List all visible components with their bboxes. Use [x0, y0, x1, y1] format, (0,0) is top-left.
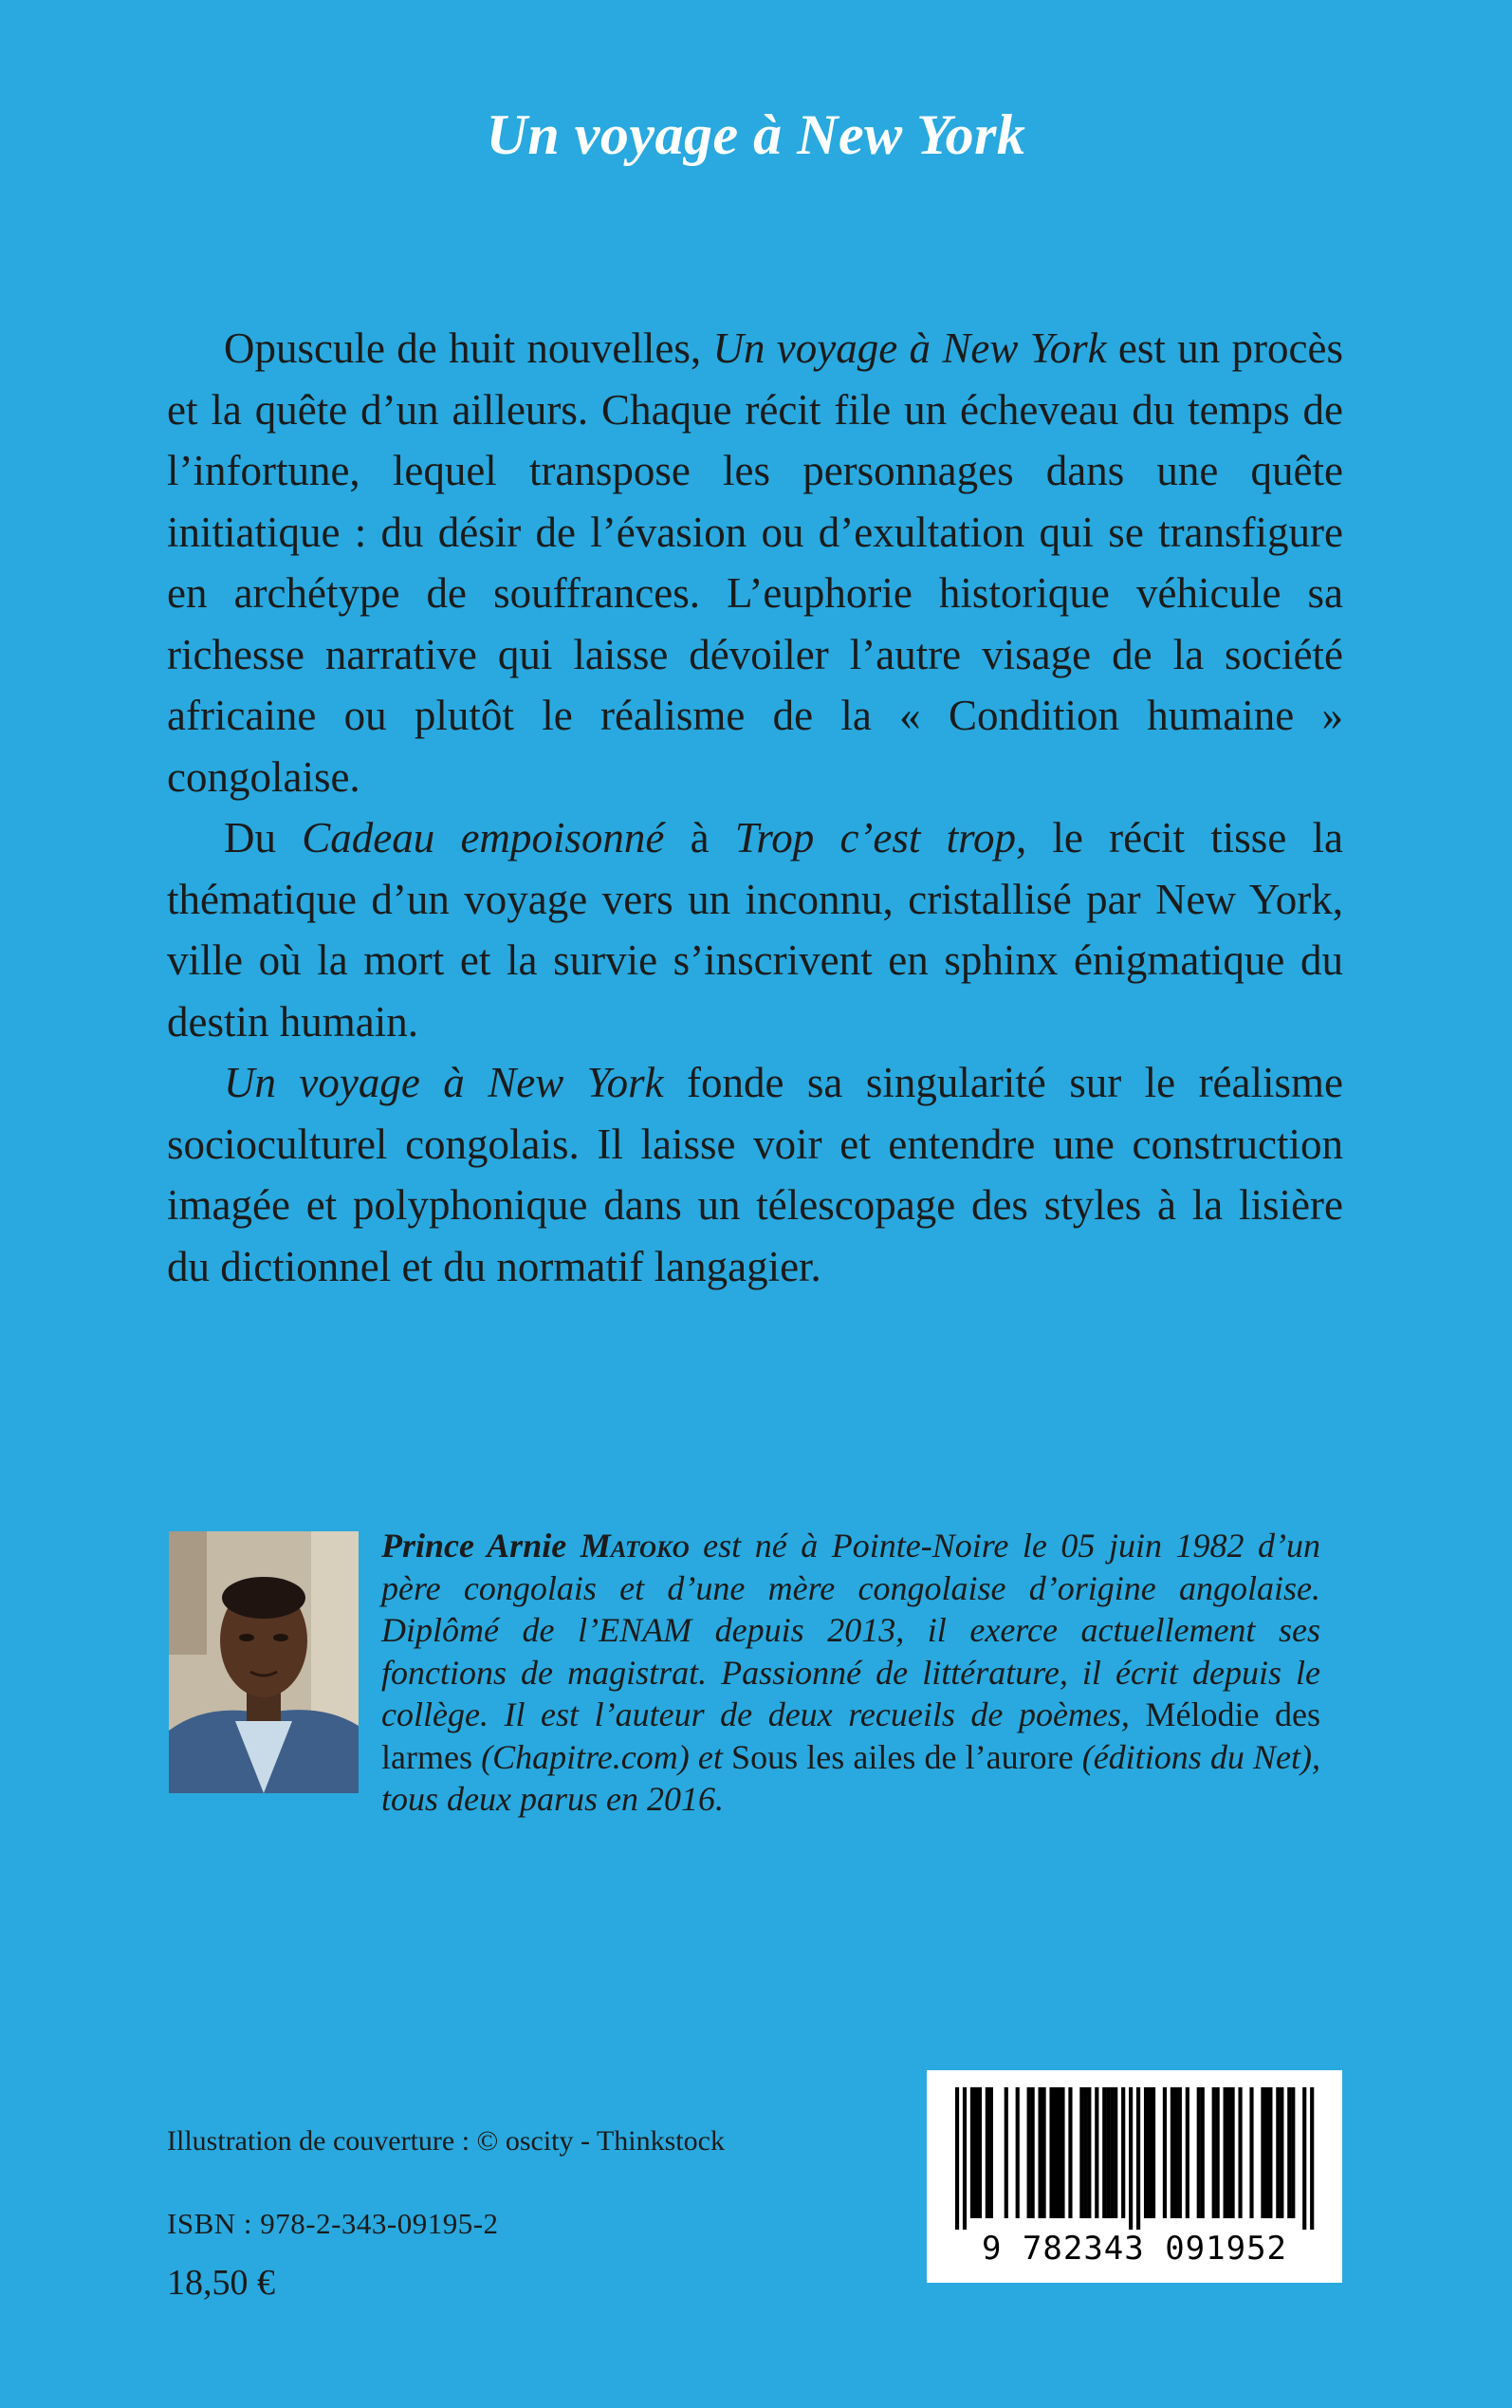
barcode-bar [1261, 2087, 1264, 2218]
barcode-bar [1212, 2087, 1216, 2218]
barcode-bar [1106, 2087, 1110, 2218]
bio-text: (éditions du Net), tous deux parus en 2016. [381, 1737, 1320, 1818]
blurb-text: Opuscule de huit nouvelles, [224, 324, 713, 372]
barcode-bar [1249, 2087, 1253, 2218]
barcode-bar [1110, 2087, 1114, 2218]
blurb-text: fonde sa singularité sur le réalisme socioculturel congolais. Il laisse voir et entendre une construction imagée et polyphonique dans un télescopage des styles à la lisière du dictionnel et du normatif langagier. [167, 1059, 1343, 1290]
barcode-bar [1287, 2087, 1291, 2218]
barcode-bar [1197, 2087, 1201, 2218]
barcode-bar [1057, 2087, 1060, 2218]
barcode-bar [1280, 2087, 1283, 2218]
back-cover-blurb [167, 318, 1343, 1297]
barcode-bar [1079, 2087, 1083, 2218]
barcode-bar [1039, 2087, 1042, 2218]
barcode-bar [1060, 2087, 1064, 2218]
barcode-bar [1268, 2087, 1272, 2218]
barcode-bar [1068, 2087, 1072, 2218]
price: 18,50 € [167, 2263, 275, 2303]
barcode-bar [1102, 2087, 1106, 2218]
barcode-bar [1083, 2087, 1087, 2218]
blurb-title-italic: Un voyage à New York [712, 324, 1107, 372]
barcode-bar [1049, 2087, 1053, 2218]
barcode-bar [1310, 2087, 1314, 2230]
cover-illustration-credit: Illustration de couverture : © oscity - Thinkstock [167, 2125, 725, 2157]
barcode-bar [1114, 2087, 1117, 2218]
blurb-text: est un procès et la quête d’un ailleurs. Chaque récit file un écheveau du temps de l’infortune, lequel transpose les personnages dans une quête initiatique : du désir de l’évasion ou d’exultation qui se transfigure en archétype de souffrances. L’euphorie historique véhicule sa richesse narrative qui laisse dévoiler l’autre visage de la société africaine ou plutôt le réalisme de la « Condition humaine » congolaise. [167, 324, 1343, 801]
blurb-paragraph-3 [167, 1052, 1343, 1297]
barcode-bar [1053, 2087, 1057, 2218]
barcode-bars [944, 2087, 1325, 2230]
barcode-bar [1016, 2087, 1020, 2218]
barcode-bar [1095, 2087, 1098, 2218]
author-bio [381, 1525, 1320, 1821]
barcode-bar [1027, 2087, 1031, 2218]
barcode-bar [970, 2087, 974, 2218]
barcode-bar [1087, 2087, 1091, 2218]
bio-text: (Chapitre.com) et [471, 1737, 732, 1776]
barcode-bar [1144, 2087, 1148, 2218]
barcode-bar [1224, 2087, 1227, 2218]
barcode-bar [1231, 2087, 1235, 2218]
author-photo [169, 1531, 359, 1793]
blurb-title-italic: Un voyage à New York [224, 1059, 664, 1106]
barcode-bar [1152, 2087, 1155, 2218]
bio-text: est né à Pointe-Noire le 05 juin 1982 d’un père congolais et d’une mère congolaise d’origine angolaise. Diplômé de l’ENAM depuis 2013, il exerce actuellement ses fonctions de magistrat. Passionné de littérature, il écrit depuis le collège. Il est l’auteur de deux recueils de poèmes, [381, 1527, 1320, 1733]
barcode-bar [1163, 2087, 1167, 2218]
barcode-bar [1302, 2087, 1306, 2230]
barcode-bar [1264, 2087, 1268, 2218]
barcode-bar [989, 2087, 993, 2218]
barcode-bar [1276, 2087, 1280, 2218]
barcode-bar [963, 2087, 967, 2230]
blurb-story-title: Cadeau empoisonné [302, 814, 665, 861]
barcode [927, 2070, 1342, 2283]
barcode-bar [1216, 2087, 1220, 2218]
book-title: Un voyage à New York [486, 103, 1026, 166]
barcode-bar [1031, 2087, 1035, 2218]
barcode-bar [986, 2087, 989, 2218]
barcode-bar [1005, 2087, 1008, 2218]
barcode-bar [1238, 2087, 1242, 2218]
isbn: ISBN : 978-2-343-09195-2 [167, 2207, 499, 2240]
barcode-bar [955, 2087, 959, 2230]
barcode-bar [1136, 2087, 1140, 2230]
bio-book-title: Sous les ailes de l’aurore [731, 1737, 1074, 1776]
blurb-text: , le récit tisse la thématique d’un voyage vers un inconnu, cristallisé par New York, ville où la mort et la survie s’inscrivent en sphinx énigmatique du destin humain. [167, 814, 1343, 1046]
bio-book-title: Mélodie des larmes [381, 1695, 1320, 1776]
barcode-bar [978, 2087, 982, 2218]
author-name: Prince Arnie Matoko [381, 1527, 690, 1565]
barcode-bar [1121, 2087, 1125, 2218]
barcode-bar [1174, 2087, 1178, 2218]
barcode-bar [1148, 2087, 1152, 2218]
barcode-bar [1129, 2087, 1133, 2230]
barcode-bar [1171, 2087, 1174, 2218]
blurb-story-title: Trop c’est trop [734, 814, 1016, 861]
blurb-text: à [664, 814, 735, 861]
blurb-text: Du [224, 814, 303, 861]
author-portrait-image [169, 1531, 359, 1793]
barcode-digits: 9 782343 091952 [981, 2230, 1288, 2268]
blurb-paragraph-1 [167, 318, 1343, 807]
blurb-paragraph-2 [167, 807, 1343, 1052]
barcode-bar [1291, 2087, 1295, 2218]
barcode-bar [974, 2087, 978, 2218]
barcode-bar [1186, 2087, 1189, 2218]
barcode-bar [1042, 2087, 1045, 2218]
barcode-bar [1201, 2087, 1205, 2218]
barcode-bar [1227, 2087, 1231, 2218]
barcode-bar [1178, 2087, 1182, 2218]
